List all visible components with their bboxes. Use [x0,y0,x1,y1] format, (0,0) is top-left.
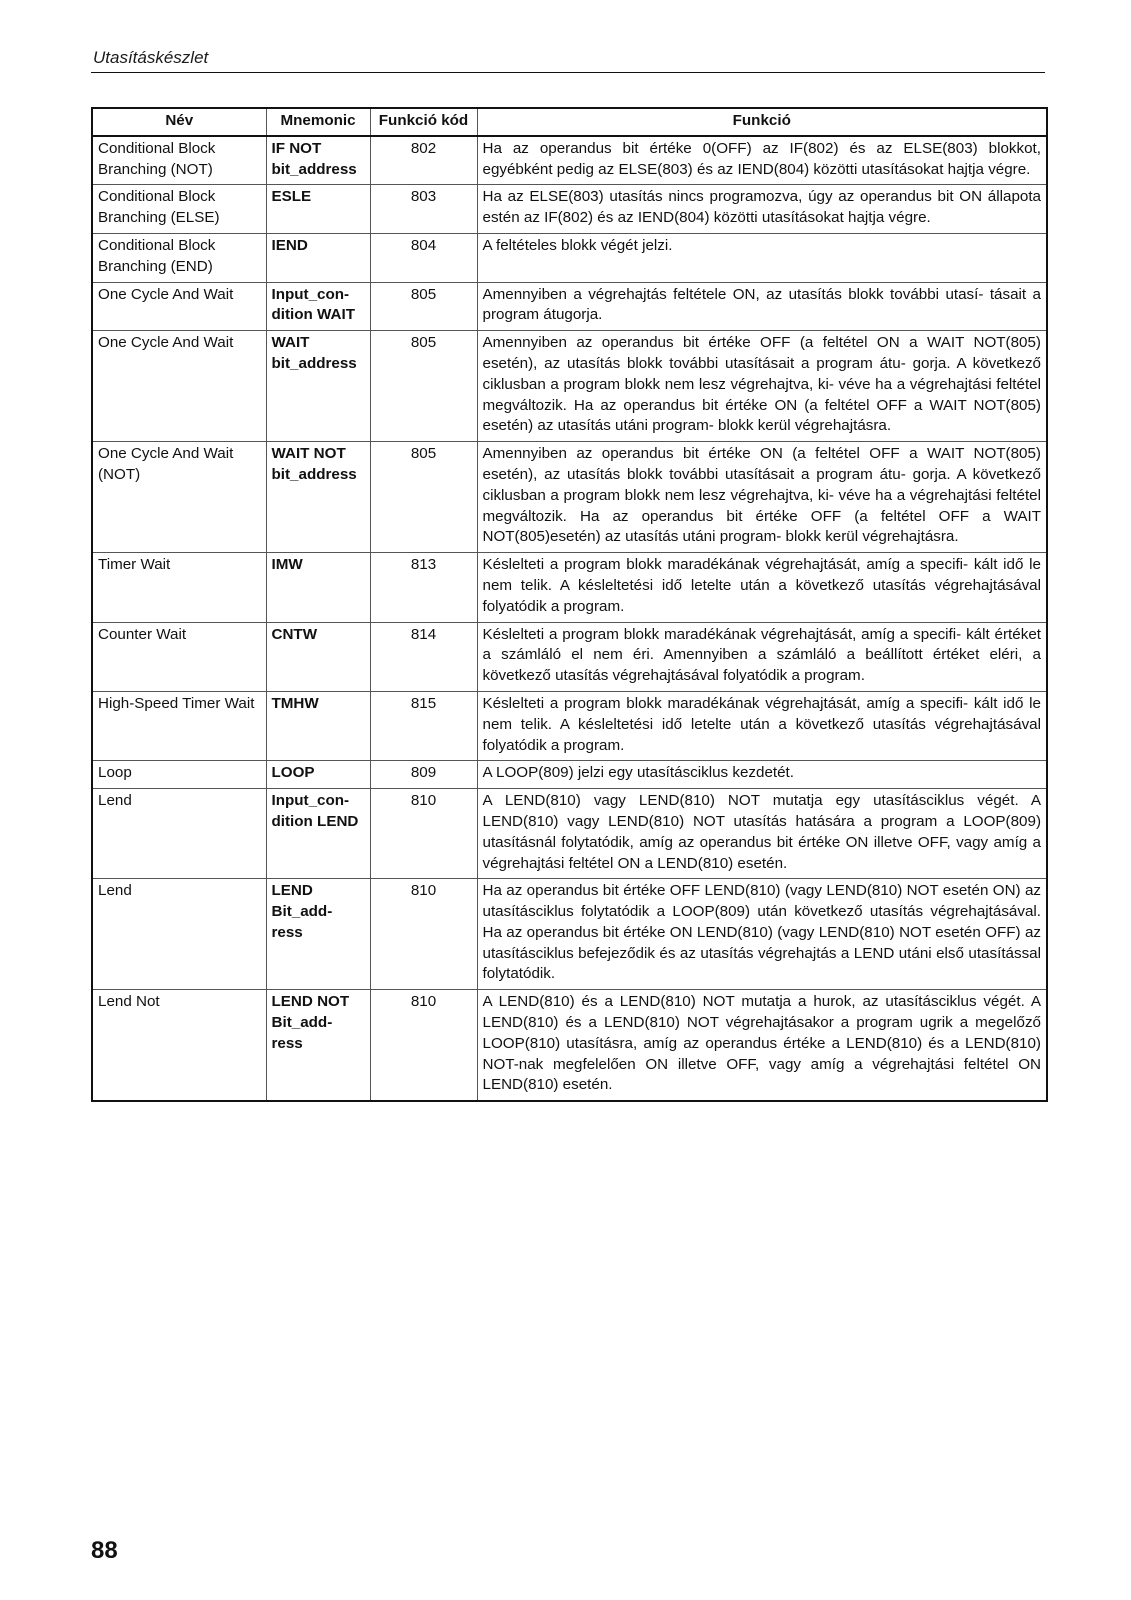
cell-code: 810 [370,879,477,990]
cell-function: Ha az ELSE(803) utasítás nincs programozva, úgy az operandus bit ON állapota estén az IF(802) és az IEND(804) közötti utasításokat hajtja végre. [477,185,1047,234]
column-header-mnemonic: Mnemonic [266,108,370,136]
cell-name: Loop [92,761,266,789]
cell-code: 815 [370,691,477,760]
cell-function: Ha az operandus bit értéke 0(OFF) az IF(802) és az ELSE(803) blokkot, egyébként pedig az ELSE(803) és az IEND(804) közötti utasításokat hajtja végre. [477,136,1047,185]
header-rule [91,72,1045,73]
cell-mnemonic: IF NOT bit_address [266,136,370,185]
cell-mnemonic: LEND NOT Bit_add- ress [266,990,370,1101]
table-header-row [92,108,1047,136]
cell-function: A LEND(810) vagy LEND(810) NOT mutatja egy utasításciklus végét. A LEND(810) vagy LEND(810) NOT utasítás hatására a program a LOOP(809) utasításnál folytatódik, amíg az operandus bit értéke ON illetve OFF, vagy amíg a végrehajtási feltétel ON a LEND(810) esetén. [477,789,1047,879]
cell-code: 805 [370,331,477,442]
cell-function: A LOOP(809) jelzi egy utasításciklus kezdetét. [477,761,1047,789]
table-row [92,233,1047,282]
table-row [92,442,1047,553]
cell-name: One Cycle And Wait [92,331,266,442]
cell-mnemonic: WAIT bit_address [266,331,370,442]
cell-function: A LEND(810) és a LEND(810) NOT mutatja a hurok, az utasításciklus végét. A LEND(810) és a LEND(810) NOT végrehajtásakor a program ugrik a megelőző LOOP(810) utasításra, amíg az operandus értéke a LEND(810) és a LEND(810) NOT-nak megfelelően ON illetve OFF, vagy amíg a végrehajtási feltétel ON LEND(810) esetén. [477,990,1047,1101]
cell-function: Késlelteti a program blokk maradékának végrehajtását, amíg a specifi- kált értéket a számláló el nem éri. Amennyiben a számláló a beállított értéket eléri, a következő utasítás végrehajtásával folyatódik a program. [477,622,1047,691]
cell-mnemonic: Input_con- dition WAIT [266,282,370,331]
cell-code: 813 [370,553,477,622]
cell-mnemonic: TMHW [266,691,370,760]
page-header-title: Utasításkészlet [93,48,209,67]
cell-code: 803 [370,185,477,234]
table-row [92,331,1047,442]
table-row [92,990,1047,1101]
cell-name: Conditional Block Branching (ELSE) [92,185,266,234]
cell-name: One Cycle And Wait [92,282,266,331]
cell-code: 805 [370,442,477,553]
cell-code: 814 [370,622,477,691]
cell-function: Amennyiben az operandus bit értéke OFF (a feltétel ON a WAIT NOT(805) esetén), az utasítás blokk további utasításait a program átu- gorja. A következő ciklusban a program blokk nem lesz végrehajtva, ki- véve ha a végrehajtási feltétel megváltozik. Ha az operandus bit értéke ON (a feltétel OFF a WAIT NOT(805) esetén) az utasítás utáni program- blokk kerül végrehajtásra. [477,331,1047,442]
column-header-code: Funkció kód [370,108,477,136]
cell-function: Amennyiben az operandus bit értéke ON (a feltétel OFF a WAIT NOT(805) esetén), az utasítás blokk további utasításait a program átu- gorja. A következő ciklusban a program blokk nem lesz végrehajtva, ki- véve ha a végrehajtási feltétel megváltozik. Ha az operandus bit értéke OFF (a feltétel OFF a WAIT NOT(805)esetén) az utasítás utáni program- blokk kerül végrehajtásra. [477,442,1047,553]
cell-name: Timer Wait [92,553,266,622]
column-header-name: Név [92,108,266,136]
page-number: 88 [91,1537,118,1564]
cell-mnemonic: ESLE [266,185,370,234]
cell-code: 810 [370,789,477,879]
cell-mnemonic: CNTW [266,622,370,691]
cell-name: Lend [92,879,266,990]
table-row [92,761,1047,789]
cell-name: Lend [92,789,266,879]
cell-mnemonic: IEND [266,233,370,282]
cell-name: Conditional Block Branching (END) [92,233,266,282]
cell-mnemonic: WAIT NOT bit_address [266,442,370,553]
cell-code: 802 [370,136,477,185]
cell-name: Lend Not [92,990,266,1101]
table-row [92,789,1047,879]
column-header-function: Funkció [477,108,1047,136]
instruction-table [91,107,1048,1102]
cell-function: Ha az operandus bit értéke OFF LEND(810) (vagy LEND(810) NOT esetén ON) az utasításciklus folytatódik a LOOP(809) után következő utasítás végrehajtásával. Ha az operandus bit értéke ON LEND(810) (vagy LEND(810) NOT esetén OFF) az utasításciklus befejeződik és az utasítás végrehajtás a LEND utáni első utasítással folytatódik. [477,879,1047,990]
cell-name: Conditional Block Branching (NOT) [92,136,266,185]
table-body [92,136,1047,1101]
table-row [92,553,1047,622]
cell-code: 804 [370,233,477,282]
cell-mnemonic: IMW [266,553,370,622]
table-row [92,282,1047,331]
cell-function: Késlelteti a program blokk maradékának végrehajtását, amíg a specifi- kált idő le nem telik. A késleltetési idő letelte után a következő utasítás végrehajtásával folyatódik a program. [477,553,1047,622]
table-row [92,879,1047,990]
cell-function: Késlelteti a program blokk maradékának végrehajtását, amíg a specifi- kált idő le nem telik. A késleltetési idő letelte után a következő utasítás végrehajtásával folyatódik a program. [477,691,1047,760]
cell-name: Counter Wait [92,622,266,691]
cell-code: 805 [370,282,477,331]
cell-code: 809 [370,761,477,789]
cell-function: A feltételes blokk végét jelzi. [477,233,1047,282]
cell-function: Amennyiben a végrehajtás feltétele ON, az utasítás blokk további utasí- tásait a program átugorja. [477,282,1047,331]
table-row [92,691,1047,760]
cell-mnemonic: LOOP [266,761,370,789]
table-row [92,622,1047,691]
table-row [92,185,1047,234]
cell-name: High-Speed Timer Wait [92,691,266,760]
cell-mnemonic: LEND Bit_add- ress [266,879,370,990]
cell-mnemonic: Input_con- dition LEND [266,789,370,879]
cell-name: One Cycle And Wait (NOT) [92,442,266,553]
cell-code: 810 [370,990,477,1101]
table-row [92,136,1047,185]
